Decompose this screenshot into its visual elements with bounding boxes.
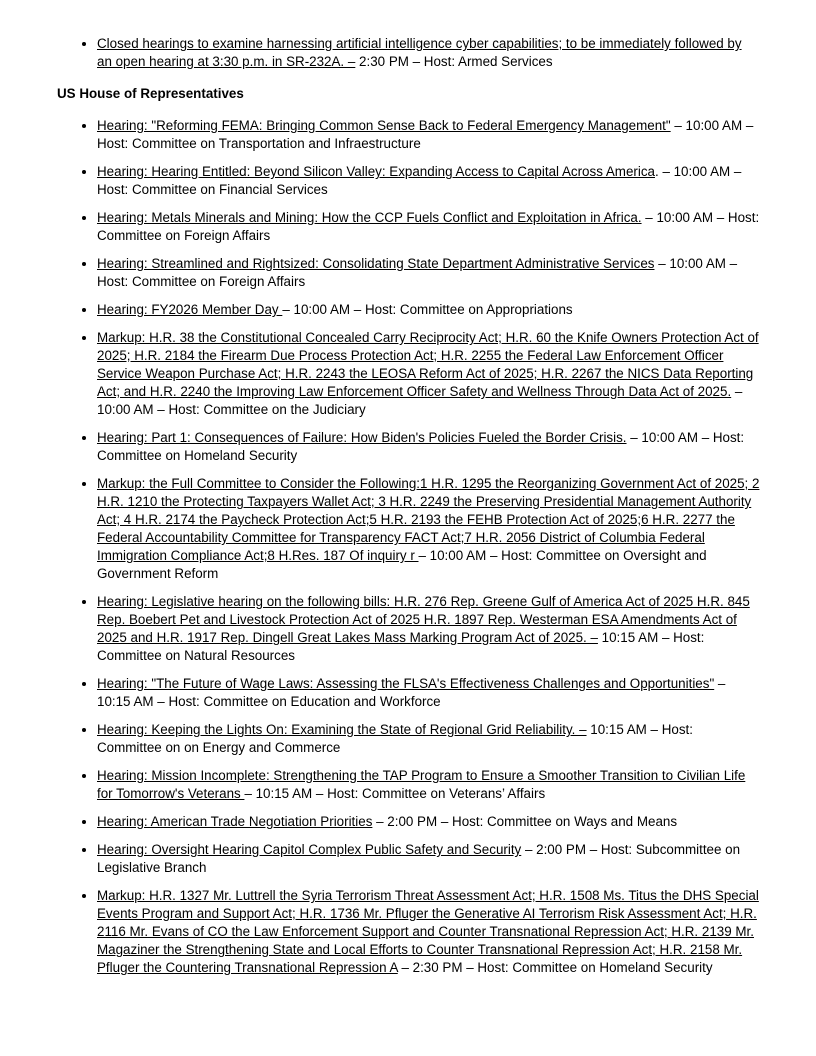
event-details: . – 10:00 AM – Host: Committee on Financial Services	[97, 164, 742, 197]
event-link[interactable]: Hearing: Mission Incomplete: Strengthening the TAP Program to Ensure a Smoother Transition to Civilian Life for Tomorrow's Veterans	[97, 768, 746, 801]
event-link[interactable]: Hearing: Streamlined and Rightsized: Consolidating State Department Administrative Services	[97, 256, 655, 271]
event-details: – 10:00 AM – Host: Committee on Appropriations	[282, 302, 573, 317]
event-details: – 10:00 AM – Host: Committee on Foreign Affairs	[97, 210, 760, 243]
event-item	[97, 429, 760, 465]
event-link[interactable]: Hearing: Oversight Hearing Capitol Complex Public Safety and Security	[97, 842, 522, 857]
event-item	[97, 813, 760, 831]
event-details: – 2:30 PM – Host: Committee on Homeland Security	[397, 960, 713, 975]
event-details: – 10:00 AM – Host: Committee on Homeland Security	[97, 430, 745, 463]
event-item	[97, 301, 760, 319]
event-details: 10:15 AM – Host: Committee on on Energy and Commerce	[97, 722, 693, 755]
event-details: – 2:00 PM – Host: Subcommittee on Legislative Branch	[97, 842, 741, 875]
event-item	[97, 163, 760, 199]
event-item	[97, 675, 760, 711]
event-link[interactable]: Hearing: American Trade Negotiation Priorities	[97, 814, 373, 829]
event-item	[97, 887, 760, 977]
house-event-list	[57, 117, 760, 977]
event-item	[97, 767, 760, 803]
event-details: – 10:00 AM – Host: Committee on Oversight and Government Reform	[97, 548, 707, 581]
event-details: – 10:15 AM – Host: Committee on Veterans’ Affairs	[244, 786, 546, 801]
event-item	[97, 475, 760, 583]
event-link[interactable]: Hearing: Keeping the Lights On: Examining the State of Regional Grid Reliability. –	[97, 722, 587, 737]
event-item	[97, 721, 760, 757]
event-link[interactable]: Markup: H.R. 1327 Mr. Luttrell the Syria Terrorism Threat Assessment Act; H.R. 1508 Ms. Titus the DHS Special Events Program and Support Act; H.R. 1736 Mr. Pfluger the Generative AI Terrorism Risk Assessment Act; H.R. 2116 Mr. Evans of CO the Law Enforcement Support and Counter Transnational Repression Act; H.R. 2139 Mr. Magaziner the Strengthening State and Local Efforts to Counter Transnational Repression Act; H.R. 2158 Mr. Pfluger the Countering Transnational Repression A	[97, 888, 759, 975]
event-details: – 10:00 AM – Host: Committee on the Judiciary	[97, 384, 743, 417]
event-item	[97, 35, 760, 71]
event-item	[97, 117, 760, 153]
event-details: – 10:00 AM – Host: Committee on Foreign Affairs	[97, 256, 738, 289]
event-item	[97, 593, 760, 665]
event-details: – 10:15 AM – Host: Committee on Education and Workforce	[97, 676, 726, 709]
section-heading-house: US House of Representatives	[57, 86, 244, 101]
event-link[interactable]: Hearing: "Reforming FEMA: Bringing Common Sense Back to Federal Emergency Management"	[97, 118, 671, 133]
event-details: – 10:00 AM – Host: Committee on Transportation and Infraestructure	[97, 118, 754, 151]
event-link[interactable]: Markup: H.R. 38 the Constitutional Concealed Carry Reciprocity Act; H.R. 60 the Knife Owners Protection Act of 2025; H.R. 2184 the Firearm Due Process Protection Act; H.R. 2255 the Federal Law Enforcement Officer Service Weapon Purchase Act; H.R. 2243 the LEOSA Reform Act of 2025; H.R. 2267 the NICS Data Reporting Act; and H.R. 2240 the Improving Law Enforcement Officer Safety and Wellness Through Data Act of 2025.	[97, 330, 759, 399]
event-item	[97, 255, 760, 291]
event-link[interactable]: Hearing: "The Future of Wage Laws: Assessing the FLSA's Effectiveness Challenges and Opportunities"	[97, 676, 715, 691]
event-link[interactable]: Closed hearings to examine harnessing artificial intelligence cyber capabilities; to be immediately followed by an open hearing at 3:30 p.m. in SR-232A. –	[97, 36, 742, 69]
event-link[interactable]: Hearing: FY2026 Member Day	[97, 302, 283, 317]
event-link[interactable]: Hearing: Hearing Entitled: Beyond Silicon Valley: Expanding Access to Capital Across America	[97, 164, 655, 179]
event-item	[97, 841, 760, 877]
senate-event-list	[57, 35, 760, 71]
event-details: 2:30 PM – Host: Armed Services	[355, 54, 553, 69]
event-link[interactable]: Hearing: Legislative hearing on the following bills: H.R. 276 Rep. Greene Gulf of America Act of 2025 H.R. 845 Rep. Boebert Pet and Livestock Protection Act of 2025 H.R. 1897 Rep. Westerman ESA Amendments Act of 2025 and H.R. 1917 Rep. Dingell Great Lakes Mass Marking Program Act of 2025. –	[97, 594, 750, 645]
event-item	[97, 209, 760, 245]
event-item	[97, 329, 760, 419]
event-link[interactable]: Markup: the Full Committee to Consider the Following:1 H.R. 1295 the Reorganizing Government Act of 2025; 2 H.R. 1210 the Protecting Taxpayers Wallet Act; 3 H.R. 2249 the Preserving Presidential Management Authority Act; 4 H.R. 2174 the Paycheck Protection Act;5 H.R. 2193 the FEHB Protection Act of 2025;6 H.R. 2277 the Federal Accountability Committee for Transparency FACT Act;7 H.R. 2056 District of Columbia Federal Immigration Compliance Act;8 H.Res. 187 Of inquiry r	[97, 476, 760, 563]
event-details: – 2:00 PM – Host: Committee on Ways and Means	[372, 814, 678, 829]
event-details: 10:15 AM – Host: Committee on Natural Resources	[97, 630, 705, 663]
event-link[interactable]: Hearing: Metals Minerals and Mining: How the CCP Fuels Conflict and Exploitation in Africa.	[97, 210, 642, 225]
event-link[interactable]: Hearing: Part 1: Consequences of Failure: How Biden's Policies Fueled the Border Crisis.	[97, 430, 627, 445]
